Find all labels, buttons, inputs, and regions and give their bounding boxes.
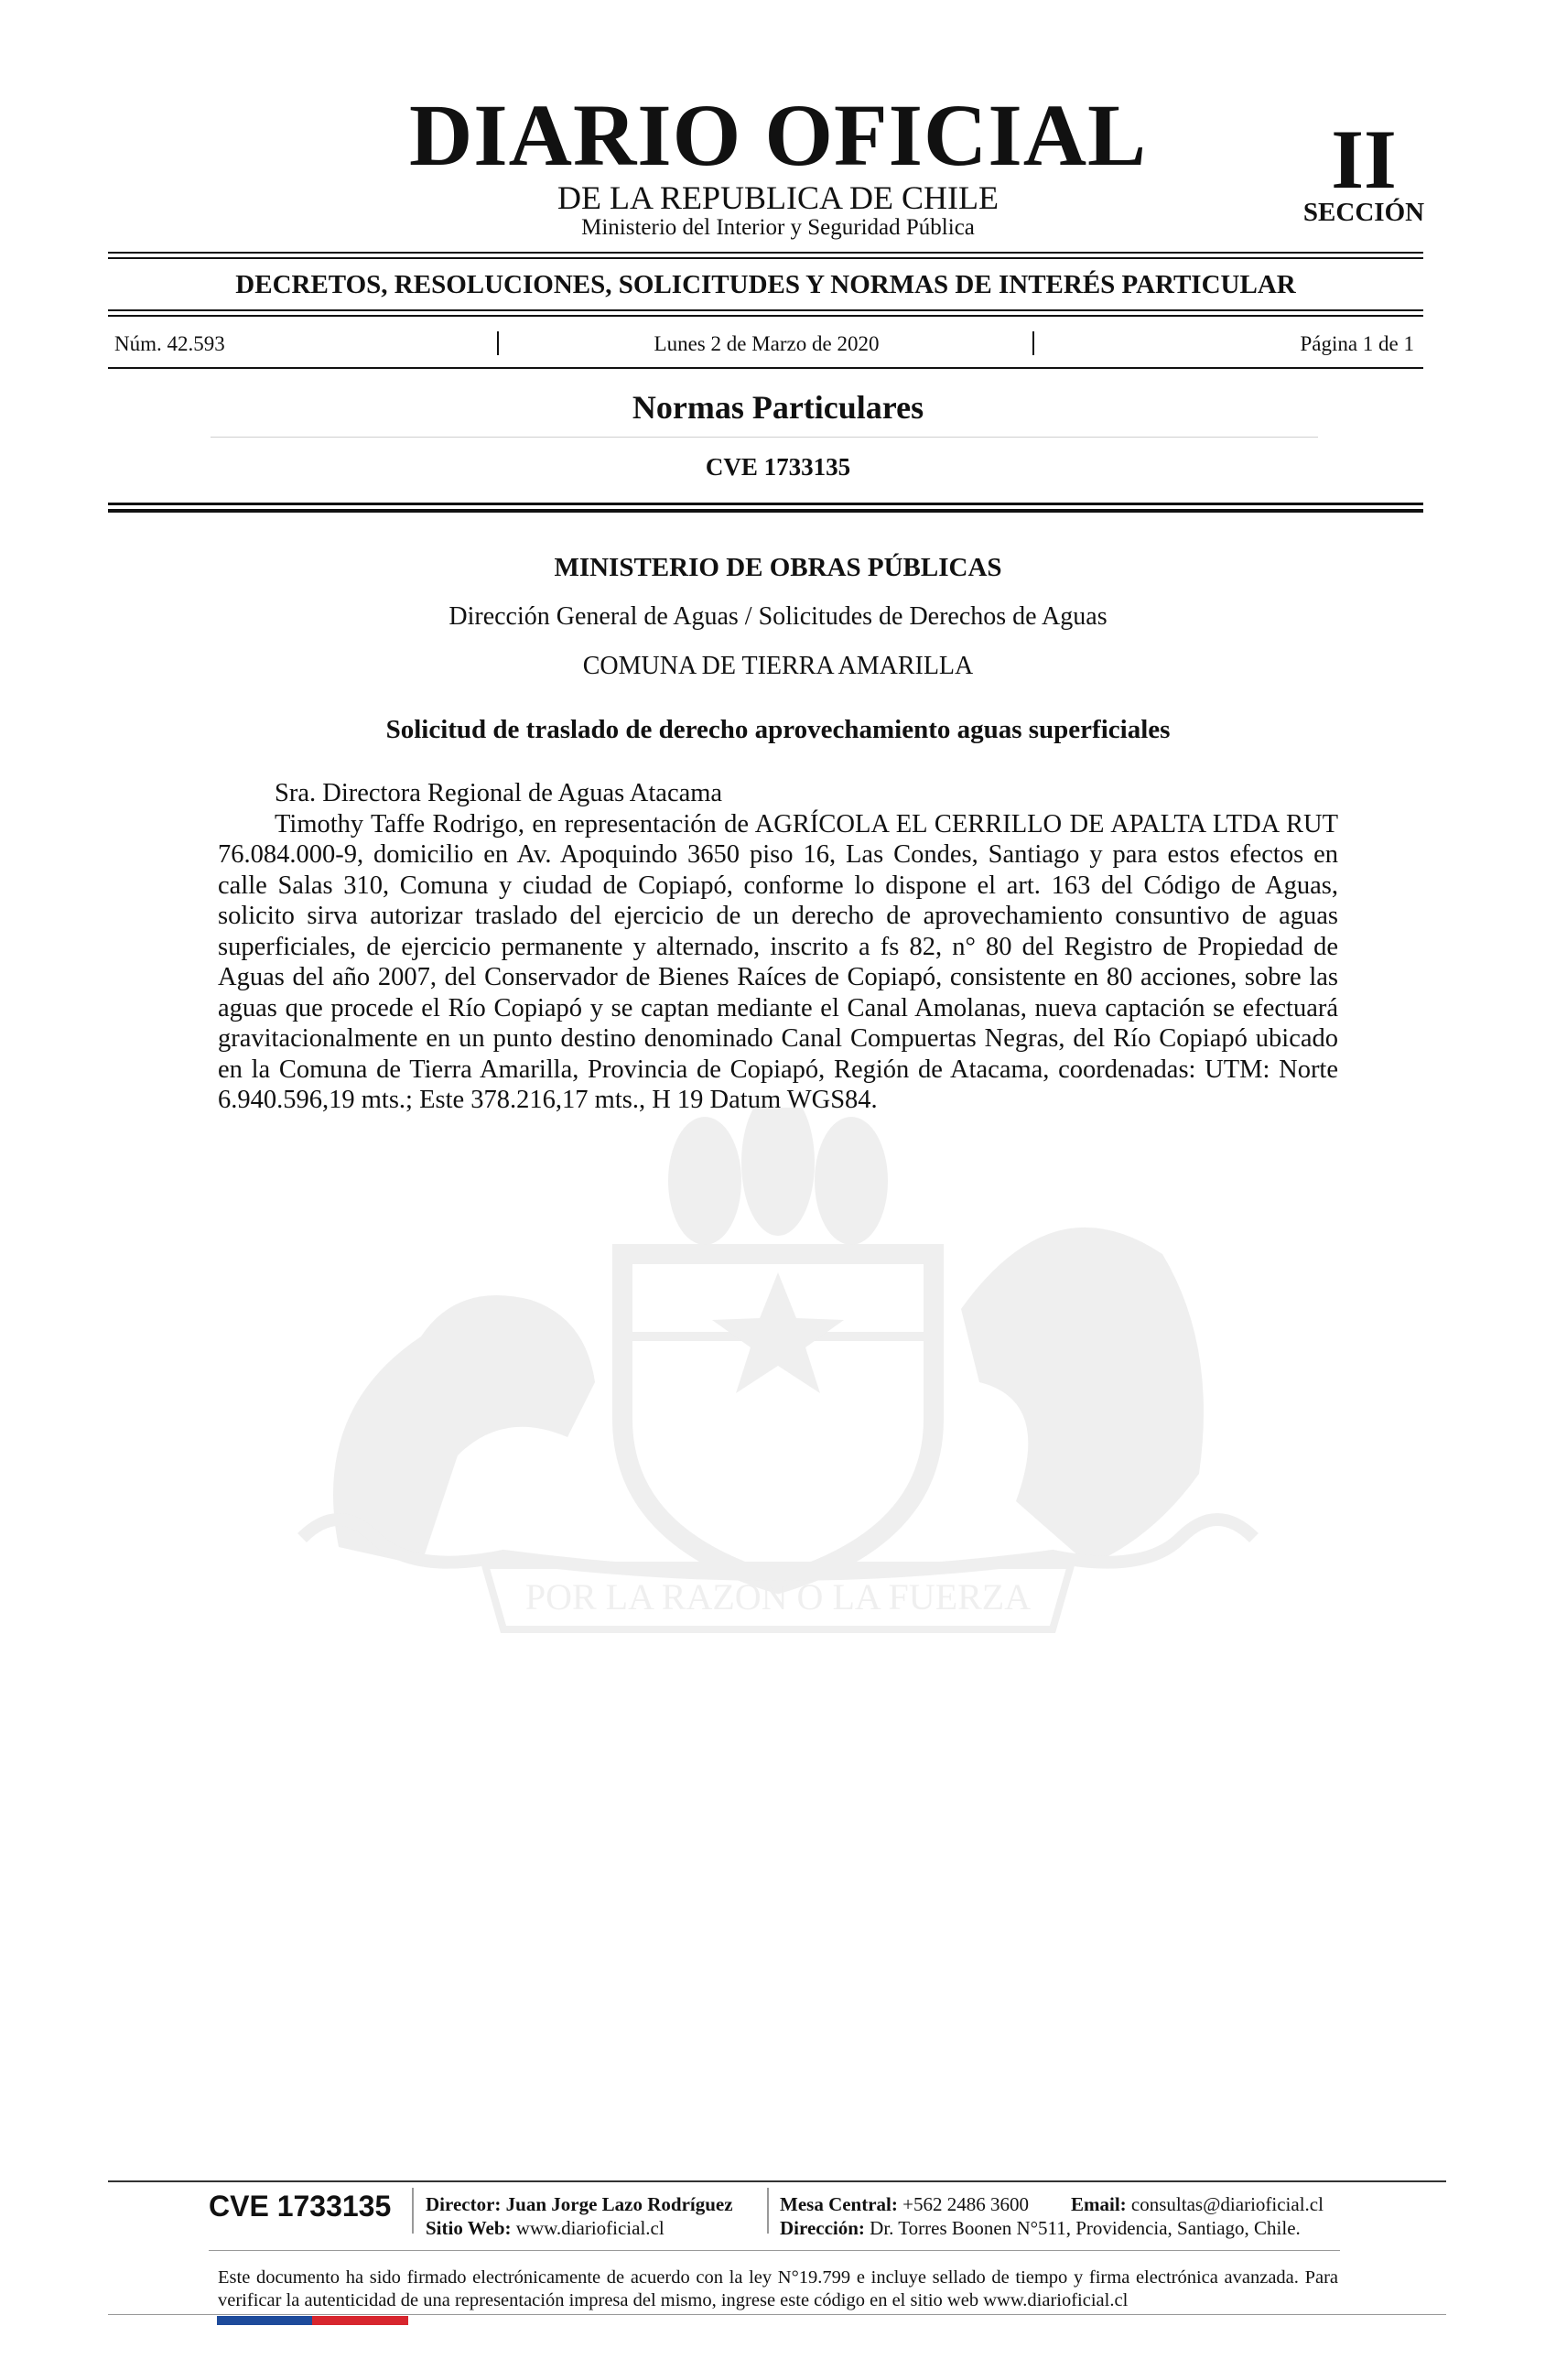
document-subject: Solicitud de traslado de derecho aprovechamiento aguas superficiales	[385, 715, 1171, 744]
issue-number: Núm. 42.593	[114, 332, 225, 355]
footer-phone-label: Mesa Central:	[780, 2193, 898, 2215]
flag-stripe-red	[312, 2316, 408, 2325]
document-direction: Dirección General de Aguas / Solicitudes de Derechos de Aguas	[448, 602, 1108, 631]
motto-text: POR LA RAZON O LA FUERZA	[524, 1576, 1032, 1617]
masthead-title: DIARIO OFICIAL	[408, 86, 1148, 184]
footer-email	[1071, 2195, 1324, 2214]
masthead-subtitle: DE LA REPUBLICA DE CHILE	[557, 179, 999, 216]
flag-stripe-blue	[217, 2316, 312, 2325]
meta-divider	[497, 331, 499, 355]
coat-of-arms-watermark	[229, 1108, 1327, 1675]
issue-page: Página 1 de 1	[1300, 332, 1414, 355]
document-paragraph: Timothy Taffe Rodrigo, en representación de AGRÍCOLA EL CERRILLO DE APALTA LTDA RUT 76.084.000-9, domicilio en Av. Apoquindo 3650 piso 16, Las Condes, Santiago y para estos efectos en calle Salas 310, Comuna y ciudad de Copiapó, conforme lo dispone el art. 163 del Código de Aguas, solicito sirva autorizar traslado del ejercicio de un derecho de aprovechamiento consuntivo de aguas superficiales, de ejercicio permanente y alternado, inscrito a fs 82, n° 80 del Registro de Propiedad de Aguas del año 2007, del Conservador de Bienes Raíces de Copiapó, consistente en 80 acciones, sobre las aguas que procede el Río Copiapó y se captan mediante el Canal Amolanas, nueva captación se efectuará gravitacionalmente en un punto destino denominado Canal Compuertas Negras, del Río Copiapó ubicado en la Comuna de Tierra Amarilla, Provincia de Copiapó, Región de Atacama, coordenadas: UTM: Norte 6.940.596,19 mts.; Este 378.216,17 mts., H 19 Datum WGS84.	[218, 809, 1338, 1114]
issue-date: Lunes 2 de Marzo de 2020	[654, 332, 880, 355]
rule-top-1	[108, 252, 1423, 254]
footer-address-value: Dr. Torres Boonen N°511, Providencia, Santiago, Chile.	[870, 2217, 1301, 2239]
footer-cve: CVE 1733135	[209, 2190, 392, 2223]
rule-cve-1	[108, 503, 1423, 505]
rule-cve-2	[108, 509, 1423, 513]
document-comuna: COMUNA DE TIERRA AMARILLA	[582, 652, 974, 680]
footer-address-label: Dirección:	[780, 2217, 865, 2239]
footer-phone	[780, 2195, 1029, 2214]
section-label: SECCIÓN	[1302, 198, 1425, 227]
footer-rule-mid	[209, 2250, 1340, 2251]
footer-divider	[412, 2188, 414, 2234]
footer-director	[426, 2195, 733, 2214]
footer-director-name: Juan Jorge Lazo Rodríguez	[505, 2193, 733, 2215]
masthead-ministry: Ministerio del Interior y Seguridad Pública	[581, 215, 975, 240]
footer-rule-bottom	[108, 2314, 1446, 2315]
document-ministry: MINISTERIO DE OBRAS PÚBLICAS	[554, 553, 1002, 582]
cve-code: CVE 1733135	[705, 453, 851, 481]
section-heading: Normas Particulares	[632, 389, 924, 426]
section-heading-rule	[211, 437, 1318, 438]
footer-email-link[interactable]: consultas@diarioficial.cl	[1130, 2193, 1324, 2215]
footer-rule-top	[108, 2180, 1446, 2182]
meta-divider	[1032, 331, 1034, 355]
rule-meta	[108, 367, 1423, 369]
rule-cat-1	[108, 309, 1423, 311]
footer-divider	[767, 2188, 769, 2234]
rule-cat-2	[108, 315, 1423, 317]
footer-email-label: Email:	[1071, 2193, 1127, 2215]
document-body	[218, 778, 1338, 1116]
footer-phone-value: +562 2486 3600	[902, 2193, 1029, 2215]
footer-website-link[interactable]: www.diarioficial.cl	[515, 2217, 665, 2239]
document-addressee: Sra. Directora Regional de Aguas Atacama	[275, 779, 723, 807]
section-number: II	[1331, 113, 1397, 206]
footer-legal-text: Este documento ha sido firmado electrónicamente de acuerdo con la ley N°19.799 e incluye sellado de tiempo y firma electrónica avanzada. Para verificar la autenticidad de una representación impresa del mismo, ingrese este código en el sitio web www.diarioficial.cl	[218, 2267, 1338, 2310]
footer-director-label: Director:	[426, 2193, 502, 2215]
footer-website-label: Sitio Web:	[426, 2217, 512, 2239]
footer-address	[780, 2219, 1301, 2238]
category-title: DECRETOS, RESOLUCIONES, SOLICITUDES Y NORMAS DE INTERÉS PARTICULAR	[235, 270, 1296, 299]
rule-top-2	[108, 257, 1423, 259]
footer-website	[426, 2219, 665, 2238]
